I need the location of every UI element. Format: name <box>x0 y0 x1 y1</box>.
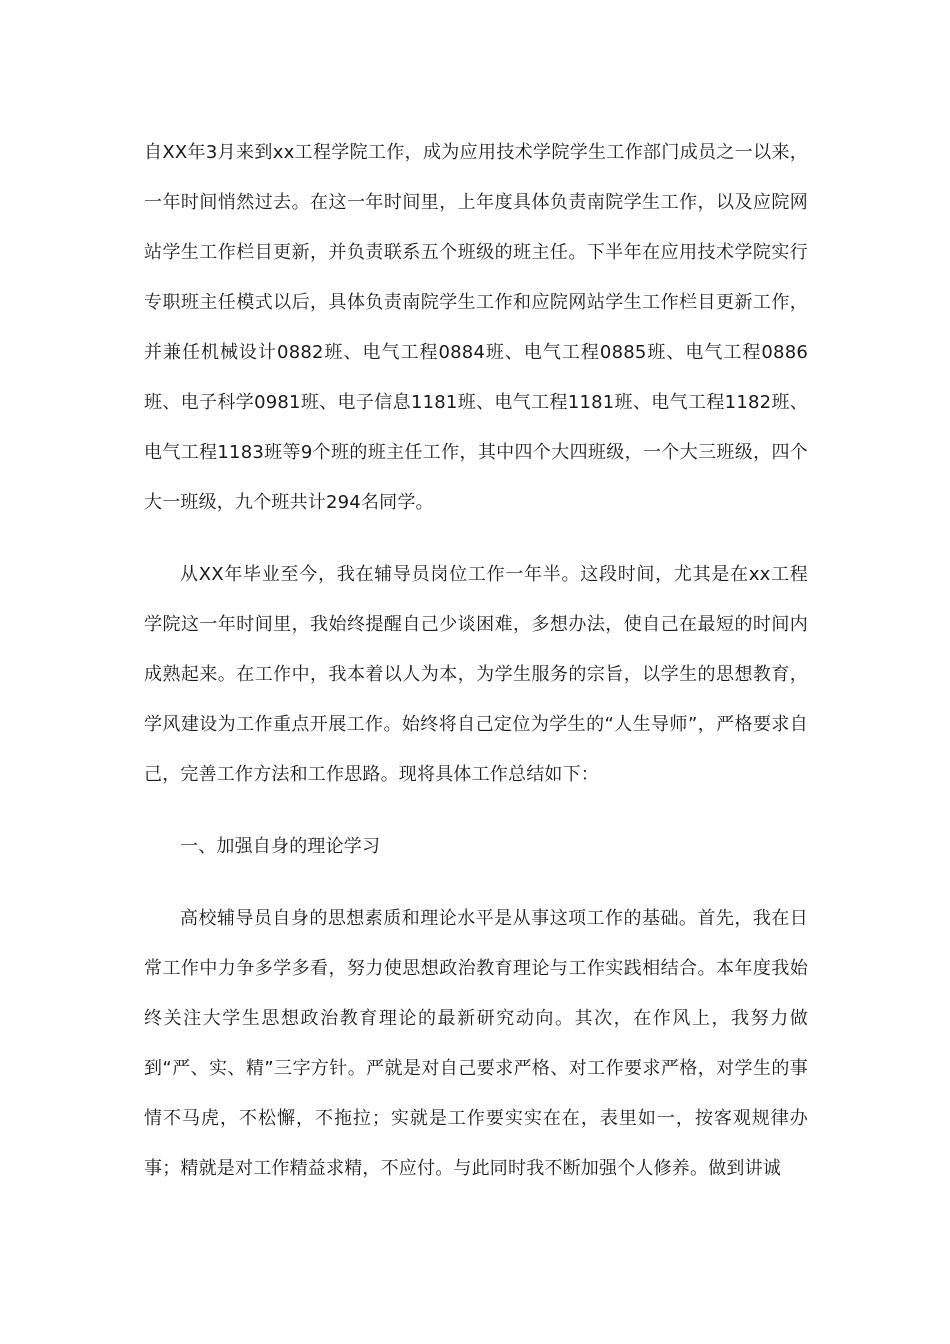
paragraph-gap <box>144 528 808 550</box>
document-body <box>144 128 808 1194</box>
paragraph-intro: 自XX年3月来到xx工程学院工作，成为应用技术学院学生工作部门成员之一以来，一年时间悄然过去。在这一年时间里，上年度具体负责南院学生工作，以及应院网站学生工作栏目更新，并负责联系五个班级的班主任。下半年在应用技术学院实行专职班主任模式以后，具体负责南院学生工作和应院网站学生工作栏目更新工作，并兼任机械设计0882班、电气工程0884班、电气工程0885班、电气工程0886班、电子科学0981班、电子信息1181班、电气工程1181班、电气工程1182班、电气工程1183班等9个班的班主任工作，其中四个大四班级，一个大三班级，四个大一班级，九个班共计294名同学。 <box>144 142 808 513</box>
paragraph-gap <box>144 872 808 894</box>
paragraph-overview: 从XX年毕业至今，我在辅导员岗位工作一年半。这段时间，尤其是在xx工程学院这一年时间里，我始终提醒自己少谈困难，多想办法，使自己在最短的时间内成熟起来。在工作中，我本着以人为本，为学生服务的宗旨，以学生的思想教育，学风建设为工作重点开展工作。始终将自己定位为学生的“人生导师”，严格要求自己，完善工作方法和工作思路。现将具体工作总结如下： <box>144 564 808 785</box>
paragraph-theory-study: 高校辅导员自身的思想素质和理论水平是从事这项工作的基础。首先，我在日常工作中力争多学多看，努力使思想政治教育理论与工作实践相结合。本年度我始终关注大学生思想政治教育理论的最新研究动向。其次，在作风上，我努力做到“严、实、精”三字方针。严就是对自己要求严格、对工作要求严格，对学生的事情不马虎，不松懈，不拖拉；实就是工作要实实在在，表里如一，按客观规律办事；精就是对工作精益求精，不应付。与此同时我不断加强个人修养。做到讲诚 <box>144 908 808 1179</box>
section-heading: 一、加强自身的理论学习 <box>180 836 381 857</box>
paragraph-gap <box>144 800 808 822</box>
